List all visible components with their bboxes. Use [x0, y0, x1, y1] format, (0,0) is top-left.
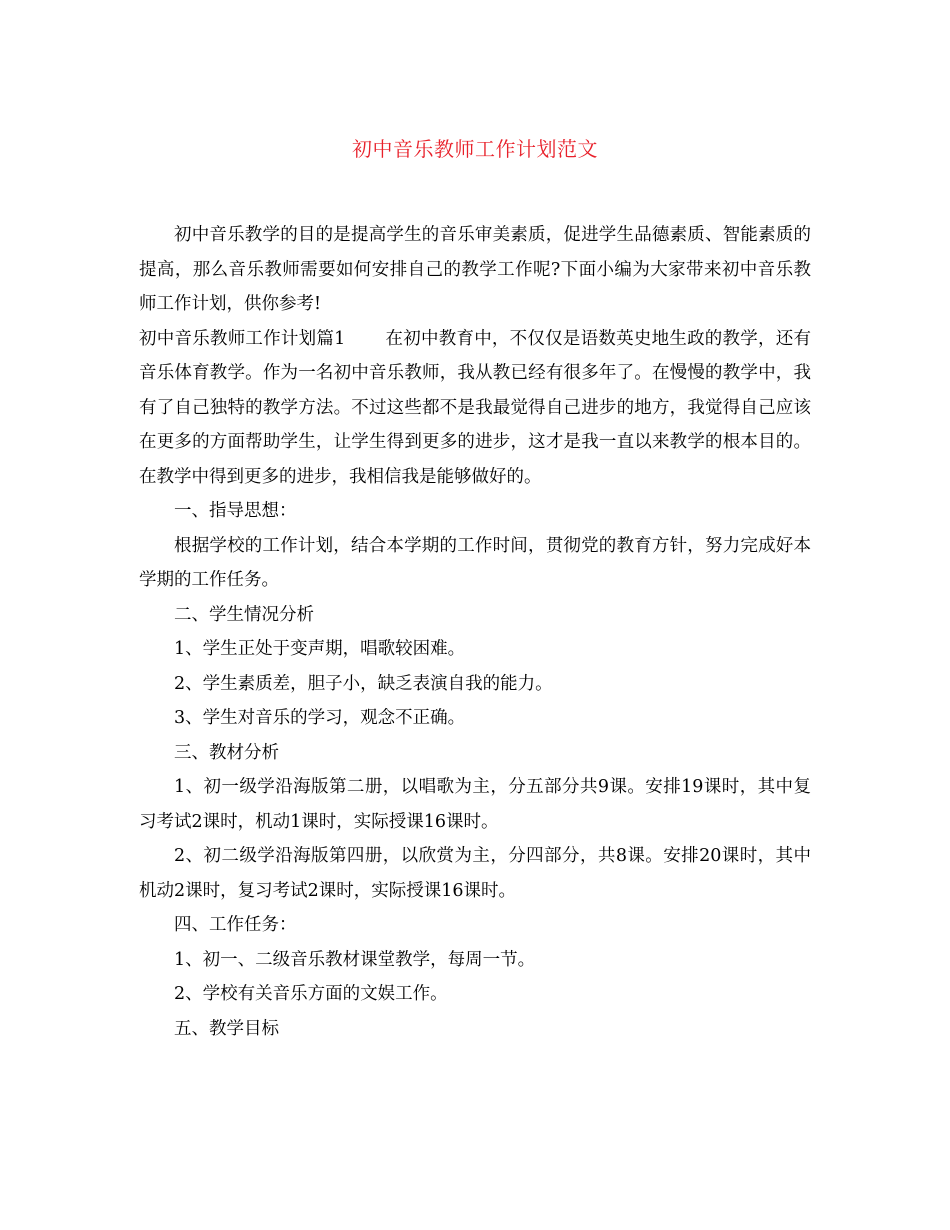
heading-teaching-goals: 五、教学目标 [174, 1018, 279, 1039]
list-item: 2、学生素质差，胆子小，缺乏表演自我的能力。 [174, 673, 553, 694]
section-label: 初中音乐教师工作计划篇1 [139, 328, 346, 349]
list-item: 2、初二级学沿海版第四册，以欣赏为主，分四部分，共8课。安排20课时，其中机动2课时，复习考试2课时，实际授课16课时。 [139, 846, 811, 901]
heading-work-tasks: 四、工作任务： [174, 915, 297, 935]
heading-student-analysis: 二、学生情况分析 [174, 604, 314, 625]
heading-textbook-analysis: 三、教材分析 [174, 742, 279, 763]
list-item: 1、学生正处于变声期，唱歌较困难。 [174, 639, 466, 659]
list-item: 1、初一级学沿海版第二册，以唱歌为主，分五部分共9课。安排19课时，其中复习考试2课时，机动1课时，实际授课16课时。 [139, 777, 811, 832]
intro-paragraph: 初中音乐教学的目的是提高学生的音乐审美素质，促进学生品德素质、智能素质的提高，那么音乐教师需要如何安排自己的教学工作呢?下面小编为大家带来初中音乐教师工作计划，供你参考! [139, 225, 811, 314]
section-text: 在初中教育中，不仅仅是语数英史地生政的教学，还有音乐体育教学。作为一名初中音乐教师，我从教已经有很多年了。在慢慢的教学中，我有了自己独特的教学方法。不过这些都不是我最觉得自己进步的地方，我觉得自己应该在更多的方面帮助学生，让学生得到更多的进步，这才是我一直以来教学的根本目的。在教学中得到更多的进步，我相信我是能够做好的。 [139, 328, 811, 487]
list-item: 1、初一、二级音乐教材课堂教学，每周一节。 [174, 949, 536, 970]
section-paragraph [139, 322, 811, 495]
body-paragraph: 根据学校的工作计划，结合本学期的工作时间，贯彻党的教育方针，努力完成好本学期的工作任务。 [139, 535, 811, 590]
list-item: 2、学校有关音乐方面的文娱工作。 [174, 984, 448, 1004]
document-title: 初中音乐教师工作计划范文 [352, 137, 598, 161]
heading-guiding-thought: 一、指导思想： [174, 501, 297, 521]
document-body [139, 218, 811, 1046]
list-item: 3、学生对音乐的学习，观念不正确。 [174, 708, 466, 728]
